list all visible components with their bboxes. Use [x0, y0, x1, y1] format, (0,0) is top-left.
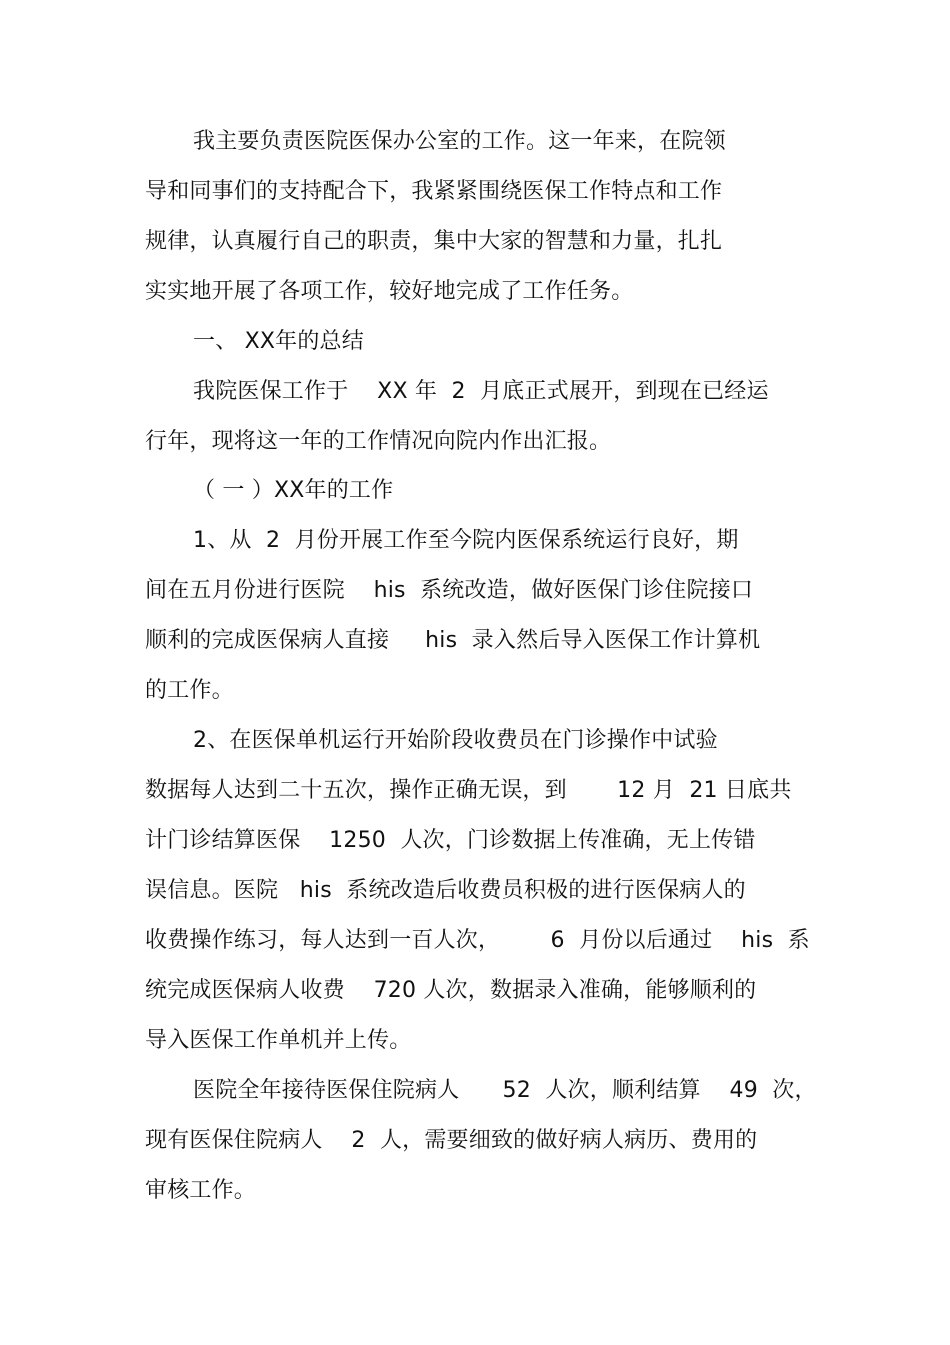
- paragraph-line: 审核工作。: [145, 1178, 257, 1203]
- paragraph-line: 医院全年接待医保住院病人 52 人次，顺利结算 49 次，: [193, 1078, 817, 1103]
- subsection-heading: （ 一 ）XX年的工作: [193, 478, 394, 503]
- paragraph-line: 间在五月份进行医院 his 系统改造，做好医保门诊住院接口: [145, 578, 754, 603]
- paragraph-line: 导入医保工作单机并上传。: [145, 1028, 412, 1053]
- paragraph-line: 数据每人达到二十五次，操作正确无误，到 12 月 21 日底共: [145, 778, 792, 803]
- paragraph-line: 现有医保住院病人 2 人，需要细致的做好病人病历、费用的: [145, 1128, 758, 1153]
- paragraph-line: 的工作。: [145, 678, 234, 703]
- paragraph-line: 计门诊结算医保 1250 人次，门诊数据上传准确，无上传错: [145, 828, 756, 853]
- paragraph-line: 收费操作练习，每人达到一百人次， 6 月份以后通过 his 系: [145, 928, 810, 953]
- paragraph-line: 规律，认真履行自己的职责，集中大家的智慧和力量，扎扎: [145, 229, 723, 254]
- paragraph-line: 2、在医保单机运行开始阶段收费员在门诊操作中试验: [193, 728, 718, 753]
- paragraph-line: 1、从 2 月份开展工作至今院内医保系统运行良好，期: [193, 528, 739, 553]
- paragraph-line: 我主要负责医院医保办公室的工作。这一年来，在院领: [193, 129, 726, 154]
- paragraph-line: 导和同事们的支持配合下，我紧紧围绕医保工作特点和工作: [145, 179, 723, 204]
- section-heading: 一、 XX年的总结: [193, 329, 364, 354]
- paragraph-line: 误信息。医院 his 系统改造后收费员积极的进行医保病人的: [145, 878, 746, 903]
- paragraph-line: 我院医保工作于 XX 年 2 月底正式展开，到现在已经运: [193, 379, 769, 404]
- paragraph-line: 顺利的完成医保病人直接 his 录入然后导入医保工作计算机: [145, 628, 761, 653]
- paragraph-line: 统完成医保病人收费 720 人次，数据录入准确，能够顺利的: [145, 978, 757, 1003]
- paragraph-line: 行年，现将这一年的工作情况向院内作出汇报。: [145, 429, 612, 454]
- paragraph-line: 实实地开展了各项工作，较好地完成了工作任务。: [145, 279, 634, 304]
